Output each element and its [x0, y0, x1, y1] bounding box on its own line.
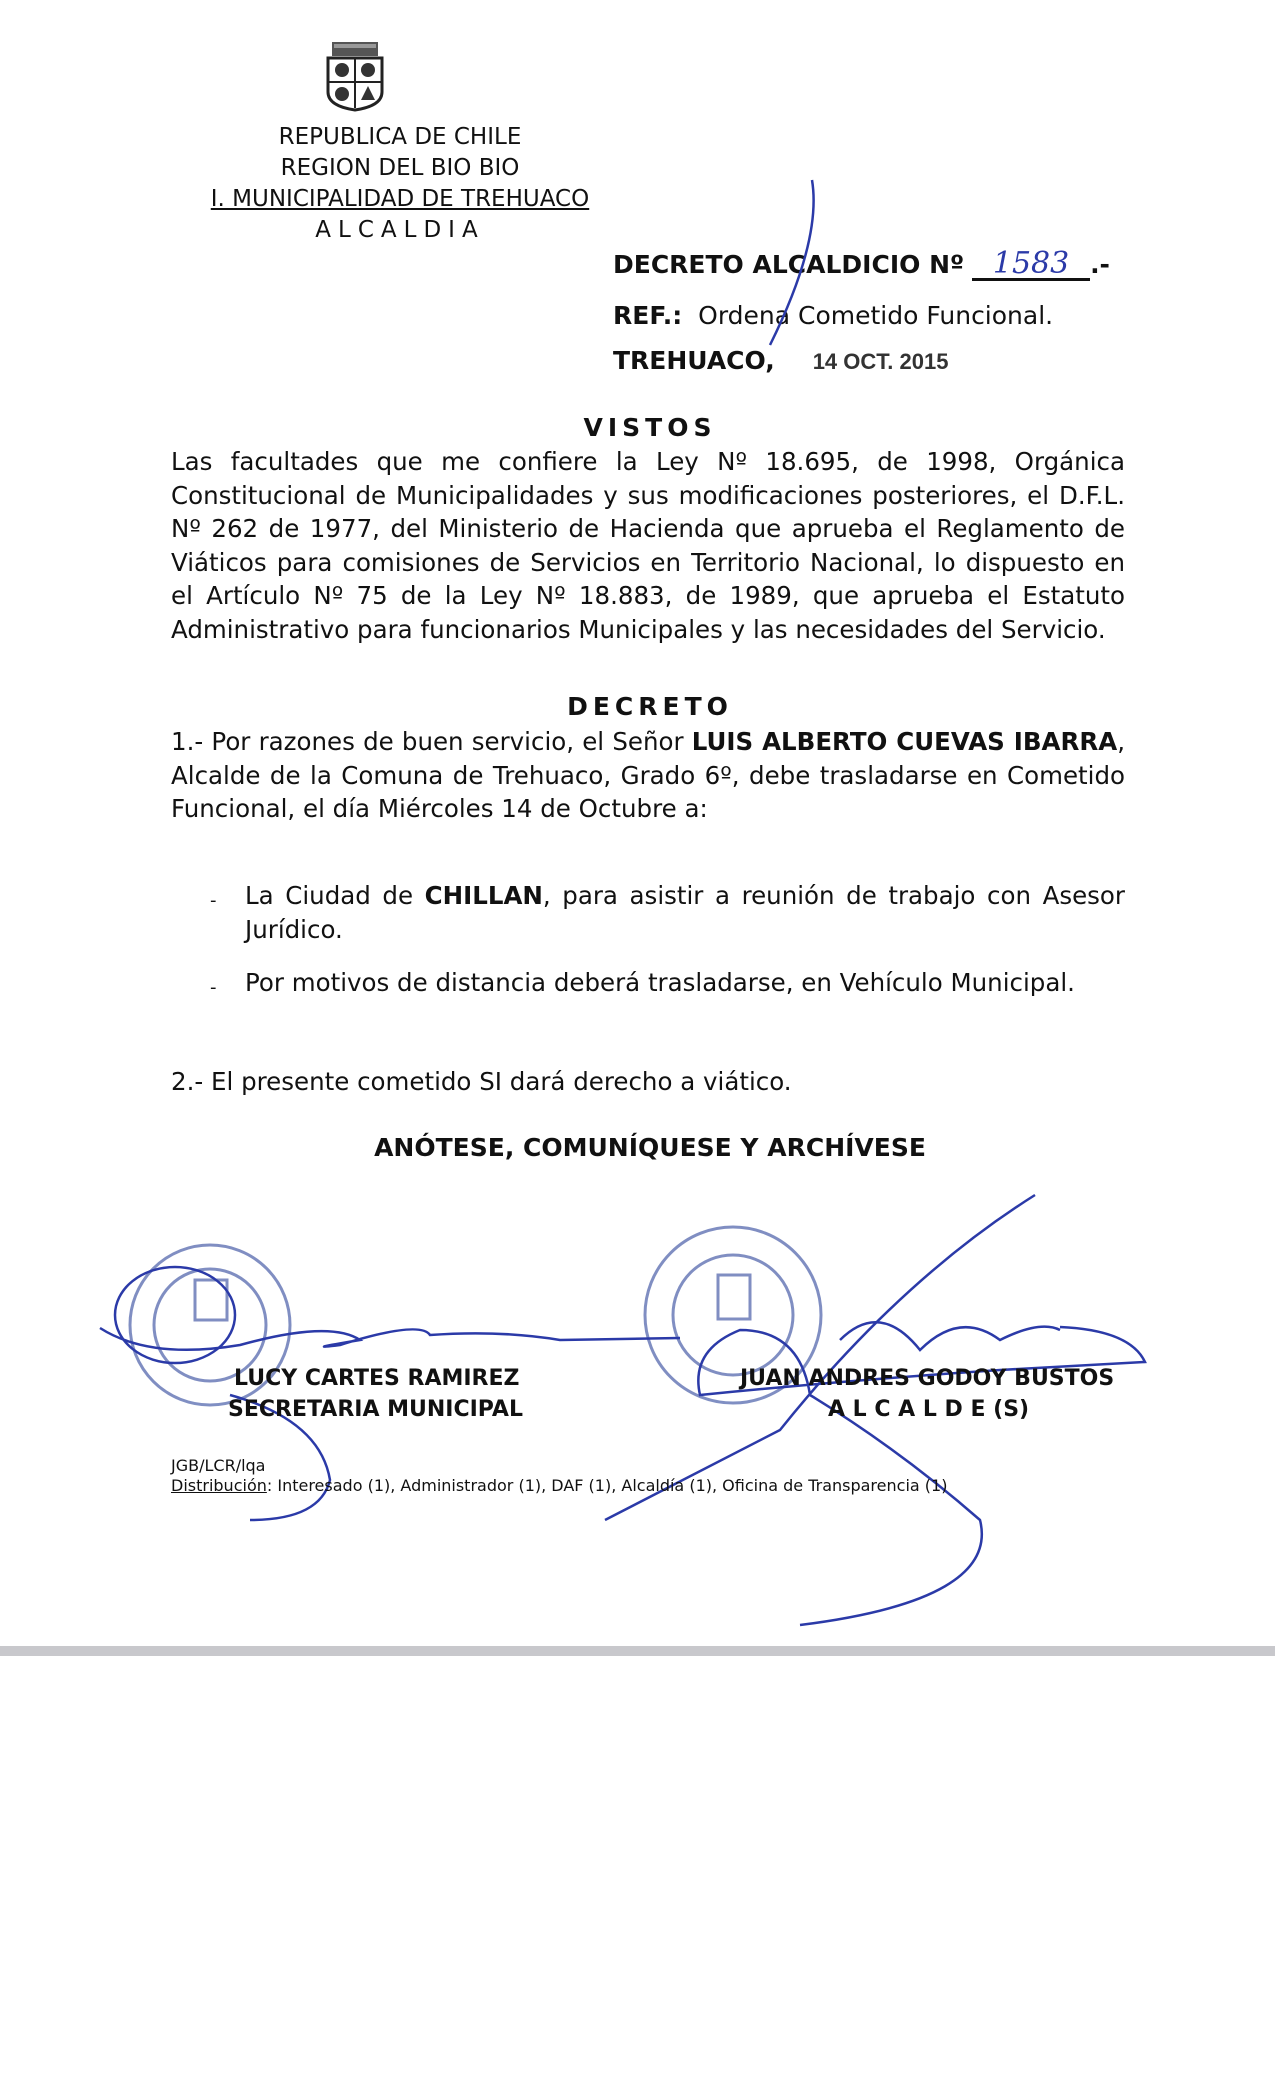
decreto-heading: DECRETO — [567, 692, 733, 721]
b1-text: La Ciudad de — [245, 881, 425, 910]
vistos-text: Las facultades que me confiere la Ley Nº 18.695, de 1998, Orgánica Constitucional de Municipalidades y sus modificaciones posteriores, el D.F.L. Nº 262 de 1977, del Ministerio de Hacienda que aprueba el Reglamento de Viáticos para comisiones de Servicios en Territorio Nacional, lo dispuesto en el Artículo Nº 75 de la Ley Nº 18.883, de 1989, que aprueba el Estatuto Administrativo para funcionarios Municipales y las necesidades del Servicio. — [171, 447, 1125, 644]
decree-number-line — [613, 246, 1110, 281]
letterhead-office: ALCALDIA — [315, 217, 485, 243]
date-stamp: 14 OCT. 2015 — [812, 349, 949, 374]
reference-line — [613, 301, 1053, 330]
letterhead-region: REGION DEL BIO BIO — [280, 155, 520, 181]
b1-city: CHILLAN — [424, 881, 543, 910]
decree-number-suffix: .- — [1090, 250, 1110, 279]
right-signatory-title: A L C A L D E (S) — [828, 1397, 1030, 1422]
p1-text-rest: , Alcalde de la Comuna de Trehuaco, Grado 6º, debe trasladarse en Cometido Funcional, el día Miércoles 14 de Octubre a: — [171, 727, 1125, 823]
initials: JGB/LCR/lqa — [171, 1456, 266, 1475]
distribution-label: Distribución — [171, 1476, 267, 1495]
letterhead-municipality: I. MUNICIPALIDAD DE TREHUACO — [210, 186, 590, 212]
p1-person-name: LUIS ALBERTO CUEVAS IBARRA — [691, 727, 1118, 756]
decree-number-label: DECRETO ALCALDICIO Nº — [613, 250, 965, 279]
bullet-item-2: Por motivos de distancia deberá trasladarse, en Vehículo Municipal. — [245, 968, 1075, 997]
letterhead — [150, 122, 650, 246]
decree-number-value: 1583 — [972, 250, 1090, 281]
right-signatory-name: JUAN ANDRES GODOY BUSTOS — [740, 1366, 1115, 1391]
b1-text-rest: , para asistir a reunión de trabajo con Asesor Jurídico. — [245, 881, 1125, 944]
letterhead-country: REPUBLICA DE CHILE — [278, 124, 522, 150]
distribution-text: : Interesado (1), Administrador (1), DAF (1), Alcaldía (1), Oficina de Transparencia (1) — [266, 1476, 948, 1495]
bullet-marker: - — [210, 977, 217, 998]
place-date-line — [613, 346, 948, 375]
decreto-paragraph-2: 2.- El presente cometido SI dará derecho a viático. — [171, 1067, 792, 1096]
place-label: TREHUACO, — [613, 346, 775, 375]
left-signatory-name: LUCY CARTES RAMIREZ — [234, 1366, 520, 1391]
reference-text: Ordena Cometido Funcional. — [698, 301, 1054, 330]
scan-edge — [0, 1646, 1275, 1656]
bullet-item-1 — [245, 879, 1125, 946]
distribution-line — [171, 1476, 947, 1495]
p1-text: 1.- Por razones de buen servicio, el Señor — [171, 727, 692, 756]
closing-formula: ANÓTESE, COMUNÍQUESE Y ARCHÍVESE — [374, 1133, 926, 1162]
vistos-heading: VISTOS — [583, 413, 717, 442]
left-signatory-title: SECRETARIA MUNICIPAL — [228, 1397, 523, 1422]
coat-of-arms-logo — [322, 40, 388, 112]
decreto-paragraph-1 — [171, 725, 1125, 826]
reference-label: REF.: — [613, 301, 683, 330]
bullet-marker: - — [210, 890, 217, 911]
